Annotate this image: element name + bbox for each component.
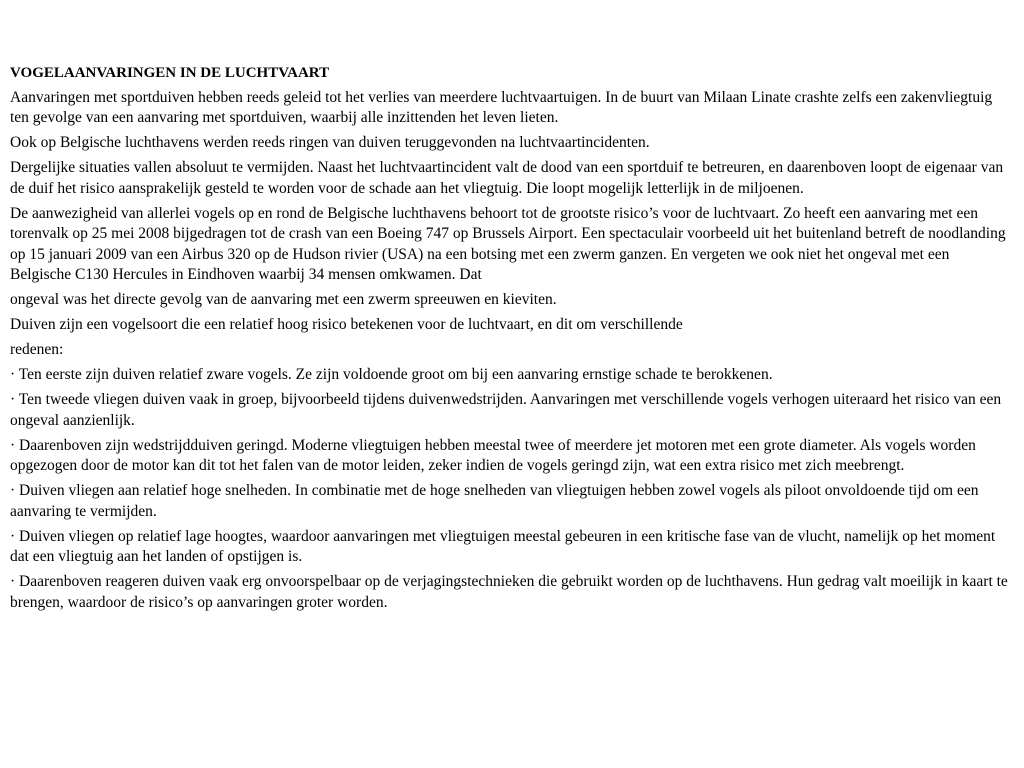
paragraph: Duiven zijn een vogelsoort die een relatief hoog risico betekenen voor de luchtvaart, en dit om verschillende [10, 316, 683, 333]
bullet-paragraph: · Duiven vliegen op relatief lage hoogtes, waardoor aanvaringen met vliegtuigen meestal gebeuren in een kritische fase van de vlucht, namelijk op het moment dat een vliegtuig aan het landen of opstijgen is. [10, 527, 996, 565]
paragraph: Aanvaringen met sportduiven hebben reeds geleid tot het verlies van meerdere luchtvaartuigen. In de buurt van Milaan Linate crashte zelfs een zakenvliegtuig ten gevolge van een aanvaring met sportduiven, waarbij alle inzittenden het leven lieten. [10, 88, 993, 126]
paragraph: ongeval was het directe gevolg van de aanvaring met een zwerm spreeuwen en kieviten. [10, 291, 557, 308]
bullet-paragraph: · Ten tweede vliegen duiven vaak in groep, bijvoorbeeld tijdens duivenwedstrijden. Aanvaringen met verschillende vogels verhogen uiteraard het risico van een ongeval aanzienlijk. [10, 391, 1002, 429]
paragraph: Dergelijke situaties vallen absoluut te vermijden. Naast het luchtvaartincident valt de dood van een sportduif te betreuren, en daarenboven loopt de eigenaar van de duif het risico aansprakelijk gesteld te worden voor de schade aan het vliegtuig. Die loopt mogelijk letterlijk in de miljoenen. [10, 159, 1004, 197]
bullet-paragraph: · Ten eerste zijn duiven relatief zware vogels. Ze zijn voldoende groot om bij een aanvaring ernstige schade te berokkenen. [10, 366, 773, 383]
paragraph: Ook op Belgische luchthavens werden reeds ringen van duiven teruggevonden na luchtvaartincidenten. [10, 134, 650, 151]
document-title: VOGELAANVARINGEN IN DE LUCHTVAART [10, 65, 330, 81]
document-body [10, 63, 1014, 618]
paragraph: redenen: [10, 341, 64, 358]
bullet-paragraph: · Daarenboven zijn wedstrijdduiven geringd. Moderne vliegtuigen hebben meestal twee of meerdere jet motoren met een grote diameter. Als vogels worden opgezogen door de motor kan dit tot het falen van de motor leiden, zeker indien de vogels geringd zijn, wat een extra risico met zich meebrengt. [10, 436, 976, 474]
bullet-paragraph: · Daarenboven reageren duiven vaak erg onvoorspelbaar op de verjagingstechnieken die gebruikt worden op de luchthavens. Hun gedrag valt moeilijk in kaart te brengen, waardoor de risico’s op aanvaringen groter worden. [10, 573, 1008, 611]
paragraph: De aanwezigheid van allerlei vogels op en rond de Belgische luchthavens behoort tot de grootste risico’s voor de luchtvaart. Zo heeft een aanvaring met een torenvalk op 25 mei 2008 bijgedragen tot de crash van een Boeing 747 op Brussels Airport. Een spectaculair voorbeeld uit het buitenland betreft de noodlanding op 15 januari 2009 van een Airbus 320 op de Hudson rivier (USA) na een botsing met een zwerm ganzen. En vergeten we ook niet het ongeval met een Belgische C130 Hercules in Eindhoven waarbij 34 mensen omkwamen. Dat [10, 204, 1006, 283]
bullet-paragraph: · Duiven vliegen aan relatief hoge snelheden. In combinatie met de hoge snelheden van vliegtuigen hebben zowel vogels als piloot onvoldoende tijd om een aanvaring te vermijden. [10, 482, 979, 520]
